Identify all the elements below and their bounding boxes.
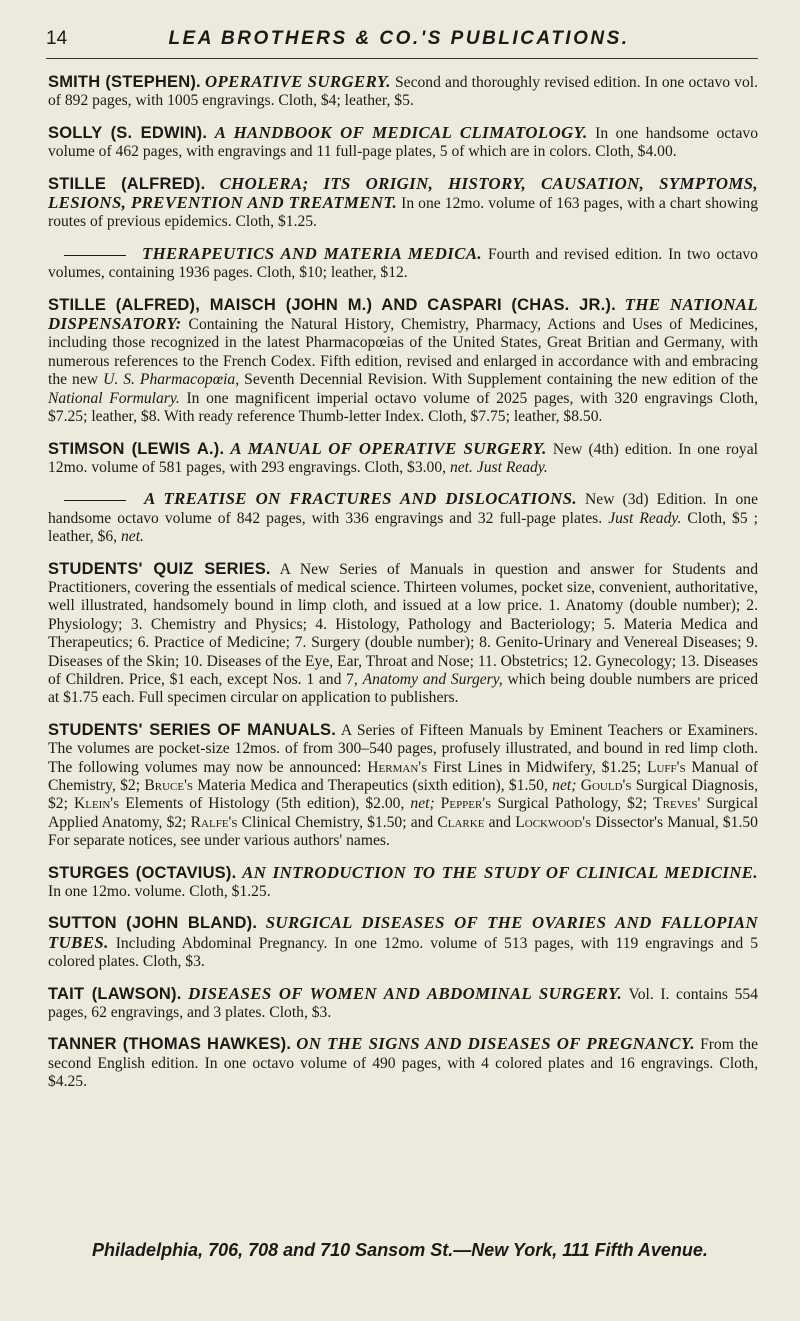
entry-author: STIMSON (LEWIS A.). [48, 439, 225, 458]
entry-italic: net. Just Ready. [449, 458, 548, 476]
entry-text: A New Series of Manuals in question and answer for Students and Practitioners, covering the essentials of medical science. Thirteen volumes, pocket size, convenient, authoritative, well illustrated, handsomely bound in limp cloth, and issued at a low price. 1. Anatomy (double number); 2. Physiology; 3. Chemistry and Physics; 4. Histology, Pathology and Bacteriology; 5. Materia Medica and Therapeutics; 6. Practice of Medicine; 7. Surgery (double number); 8. Genito-Urinary and Venereal Diseases; 9. Diseases of the Skin; 10. Diseases of the Eye, Ear, Throat and Nose; 11. Obstetrics; 12. Gynecology; 13. Diseases of Children. Price, $1 each, except Nos. 1 and 7, [48, 560, 759, 688]
ditto-dash [64, 500, 126, 501]
entry-author: STILLE (ALFRED), MAISCH (JOHN M.) AND CASPARI (CHAS. JR.). [48, 295, 616, 314]
entry-text: From the second English edition. In one octavo volume of 490 pages, with 4 colored plates and 16 engravings. Cloth, $4.25. [48, 1036, 758, 1091]
page-header [46, 28, 758, 59]
entry-title: CHOLERA; ITS ORIGIN, HISTORY, CAUSATION, SYMPTOMS, LESIONS, PREVENTION AND TREATMENT. [48, 173, 759, 213]
entry-author: TAIT (LAWSON). [48, 984, 182, 1003]
entry-title: A HANDBOOK OF MEDICAL CLIMATOLOGY. [214, 122, 588, 142]
entry-national-dispensatory [46, 296, 758, 427]
entry-author-name: Treves' [653, 795, 701, 813]
entry-text: Second and thoroughly revised edition. In one octavo vol. of 892 pages, with 1005 engravings. Cloth, $4; leather, $5. [48, 74, 758, 110]
entry-students-quiz-series [46, 560, 758, 708]
entry-author-name: Bruce's [144, 777, 194, 794]
entry-italic: Anatomy and Surgery, [362, 670, 503, 688]
entry-title: AN INTRODUCTION TO THE STUDY OF CLINICAL MEDICINE. [242, 862, 758, 882]
entry-author: SMITH (STEPHEN). [48, 73, 201, 91]
entry-text: Manual of Chemistry, $2; [48, 758, 759, 794]
entry-stimson-fractures [46, 490, 758, 546]
entry-text: Elements of Histology (5th edition), $2.00, [125, 795, 405, 813]
entry-author-name: Herman's [367, 758, 428, 776]
entry-students-series-manuals [46, 721, 758, 851]
publisher-address-footer: Philadelphia, 706, 708 and 710 Sansom St.—New York, 111 Fifth Avenue. [92, 1240, 708, 1260]
entry-title: OPERATIVE SURGERY. [205, 72, 391, 91]
entry-stimson-manual [46, 440, 758, 478]
entry-title: DISEASES OF WOMEN AND ABDOMINAL SURGERY. [188, 983, 623, 1003]
entry-text: In one 12mo. volume of 163 pages, with a chart showing routes of previous epidemics. Cloth, $1.25. [48, 195, 758, 231]
entry-text: In one handsome octavo volume of 462 pages, with engravings and 11 full-page plates, 5 of which are in colors. Cloth, $4.00. [48, 124, 759, 161]
entry-text: In one 12mo. volume. Cloth, $1.25. [48, 883, 271, 901]
entry-author: SOLLY (S. EDWIN). [48, 123, 208, 142]
entry-italic: net; [410, 795, 435, 813]
entry-author-name: Luff's [646, 758, 686, 776]
entry-author: TANNER (THOMAS HAWKES). [48, 1035, 292, 1054]
entry-italic: Just Ready. [608, 509, 682, 527]
entry-text: Seventh Decennial Revision. With Supplement containing the new edition of the [244, 371, 758, 389]
entry-title: THE NATIONAL DISPENSATORY: [48, 294, 759, 334]
entry-italic: National Formulary. [48, 389, 180, 407]
entry-title: A MANUAL OF OPERATIVE SURGERY. [230, 438, 547, 458]
entry-italic: U. S. Pharmacopœia, [103, 371, 240, 389]
entry-italic: net. [121, 528, 144, 546]
running-head: LEA BROTHERS & CO.'S PUBLICATIONS. [168, 28, 630, 49]
entry-text: Containing the Natural History, Chemistry, Pharmacy, Actions and Uses of Medicines, including those recognized in the latest Pharmacopœias of the United States, Great Britian and Germany, with numerous references to the French Codex. Fifth edition, revised and enlarged in accordance with and embracing the new [48, 316, 759, 389]
entry-author-name: Gould's [580, 777, 632, 794]
entry-author-name: Ralfe's [190, 813, 238, 831]
entry-text: Fourth and revised edition. In two octavo volumes, containing 1936 pages. Cloth, $10; leather, $12. [48, 245, 758, 282]
entry-tait [46, 985, 758, 1023]
entry-author-name: Clarke [437, 813, 485, 831]
entry-sturges [46, 864, 758, 902]
page-number: 14 [46, 28, 68, 49]
entry-stille-cholera [46, 175, 758, 232]
entry-sutton [46, 914, 758, 971]
entry-text: New (3d) Edition. In one handsome octavo volume of 842 pages, with 336 engravings and 32 full-page plates. [48, 491, 758, 527]
entry-title: A TREATISE ON FRACTURES AND DISLOCATIONS. [144, 489, 577, 509]
entry-text: which being double numbers are priced at $1.75 each. Full specimen circular on application to publishers. [48, 670, 759, 707]
entry-text: Including Abdominal Pregnancy. In one 12mo. volume of 513 pages, with 119 engravings and 5 colored plates. Cloth, $3. [48, 934, 758, 971]
entry-author: STURGES (OCTAVIUS). [48, 863, 237, 882]
ditto-dash [64, 255, 126, 256]
entry-text: Surgical Pathology, $2; [497, 795, 648, 813]
entry-text: and [488, 813, 512, 831]
entry-author: STUDENTS' QUIZ SERIES. [48, 559, 271, 578]
entry-smith [46, 73, 758, 111]
entry-solly [46, 124, 758, 162]
entry-title: SURGICAL DISEASES OF THE OVARIES AND FALLOPIAN TUBES. [48, 913, 758, 952]
entry-text: Cloth, $5 ; leather, $6, [48, 509, 759, 546]
entry-text: Clinical Chemistry, $1.50; and [241, 813, 434, 831]
entry-text: In one magnificent imperial octavo volume of 2025 pages, with 320 engravings Cloth, $7.25; leather, $8. With ready reference Thumb-letter Index. Cloth, $7.75; leather, $8.50. [48, 389, 758, 426]
entry-text: Surgical Diagnosis, $2; [48, 777, 758, 813]
entry-title: ON THE SIGNS AND DISEASES OF PREGNANCY. [296, 1034, 695, 1054]
entry-text: Materia Medica and Therapeutics (sixth edition), $1.50, [197, 777, 548, 794]
entry-text: First Lines in Midwifery, $1.25; [433, 758, 642, 776]
entry-text: Dissector's Manual, $1.50 For separate notices, see under various authors' names. [48, 813, 758, 850]
entry-text: Vol. I. contains 554 pages, 62 engravings, and 3 plates. Cloth, $3. [48, 985, 758, 1022]
entry-text: Surgical Applied Anatomy, $2; [48, 795, 759, 831]
entry-author-name: Klein's [73, 795, 120, 813]
entry-text: New (4th) edition. In one royal 12mo. volume of 581 pages, with 293 engravings. Cloth, $3.00, [48, 440, 758, 476]
entry-text: A Series of Fifteen Manuals by Eminent Teachers or Examiners. The volumes are pocket-size 12mos. of from 300–540 pages, profusely illustrated, and bound in red limp cloth. The following volumes may now be announced: [48, 721, 759, 776]
entry-author: SUTTON (JOHN BLAND). [48, 914, 258, 933]
entry-tanner [46, 1035, 758, 1091]
entry-author-name: Pepper's [440, 795, 492, 813]
entry-title: THERAPEUTICS AND MATERIA MEDICA. [141, 243, 483, 263]
entry-author-name: Lockwood's [515, 813, 592, 831]
entry-author: STUDENTS' SERIES OF MANUALS. [48, 720, 336, 739]
entry-author: STILLE (ALFRED). [48, 174, 206, 193]
entry-italic: net; [552, 777, 577, 794]
entry-stille-therapeutics [46, 245, 758, 283]
